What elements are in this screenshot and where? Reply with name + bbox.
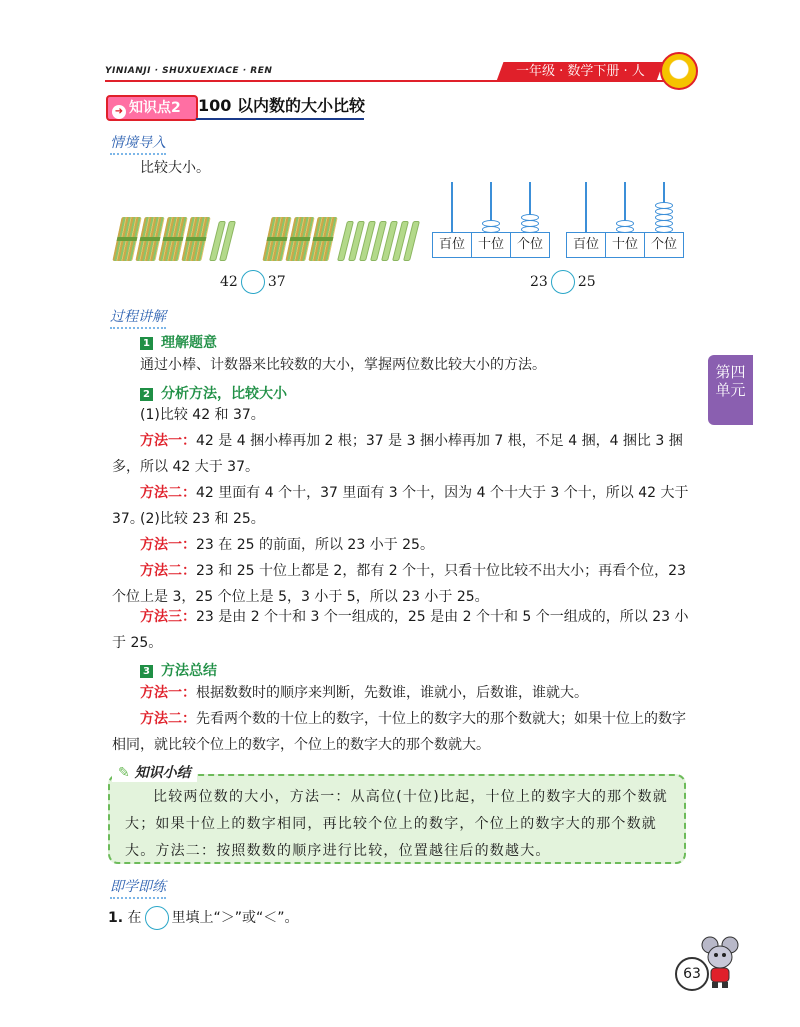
knowledge-point-badge: [106, 95, 198, 121]
abacus-label-hundreds: 百位: [567, 233, 606, 257]
step-3-heading: [140, 660, 217, 680]
method-label: 方法二：: [140, 563, 196, 579]
sticks-group-42: [112, 215, 242, 265]
abacus-label-ones: 个位: [650, 237, 677, 252]
part-1-label: (1)比较 42 和 37。: [140, 407, 265, 423]
question-text-before: 在: [127, 910, 142, 926]
step-1-heading: [140, 332, 217, 352]
abacus-label-tens: 十位: [606, 233, 645, 257]
series-logo-icon: [660, 52, 698, 90]
compare-right-number: 37: [267, 274, 286, 290]
summary-method-1: [112, 680, 697, 706]
abacus-label-ones: 个位: [516, 237, 543, 252]
unit-side-tab: [708, 355, 753, 425]
method-label: 方法三：: [140, 609, 196, 625]
step-1-text: 通过小棒、计数器来比较数的大小，掌握两位数比较大小的方法。: [140, 357, 546, 373]
step-title: 理解题意: [161, 335, 217, 351]
question-1: [108, 906, 299, 930]
section-heading-process: 过程讲解: [110, 306, 166, 329]
method-text: 先看两个数的十位上的数字，十位上的数字大的那个数就大；如果十位上的数字相同，就比较个位上的数字，个位上的数字大的那个数就大。: [112, 711, 686, 753]
abacus-label-hundreds: 百位: [433, 233, 472, 257]
summary-method-2: [112, 706, 697, 758]
section-heading-intro: 情境导入: [110, 132, 166, 155]
part2-method-3: [112, 604, 697, 656]
step-number: 1: [140, 337, 153, 350]
method-text: 42 里面有 4 个十，37 里面有 3 个十，因为 4 个十大于 3 个十，所以 42 大于 37。: [112, 485, 689, 527]
intro-prompt: 比较大小。: [140, 160, 210, 176]
step-number: 3: [140, 665, 153, 678]
method-label: 方法一：: [140, 685, 196, 701]
method-label: 方法一：: [140, 433, 196, 449]
summary-title-text: 知识小结: [134, 765, 191, 781]
abacus-label-tens: 十位: [472, 233, 511, 257]
question-text-after: 里填上“＞”或“＜”。: [171, 910, 299, 926]
side-tab-line-2: 单元: [715, 381, 746, 399]
part1-method-1: [112, 428, 697, 480]
method-text: 23 和 25 十位上都是 2，都有 2 个十，只看十位比较不出大小；再看个位，23 个位上是 3，25 个位上是 5，3 小于 5，所以 23 小于 25。: [112, 563, 686, 605]
knowledge-point-label: 知识点2: [129, 100, 181, 116]
method-text: 23 是由 2 个十和 3 个一组成的，25 是由 2 个十和 5 个一组成的，所以 23 小于 25。: [112, 609, 689, 651]
method-text: 根据数数时的顺序来判断，先数谁，谁就小，后数谁，谁就大。: [196, 685, 588, 701]
compare-23-25: [530, 270, 596, 294]
part2-method-2: [112, 558, 697, 610]
step-title: 方法总结: [161, 663, 217, 679]
abacus-place-labels: [432, 232, 550, 258]
question-number: 1.: [108, 910, 124, 926]
header-running-title: YINIANJI · SHUXUEXIACE · REN: [105, 66, 273, 76]
side-tab-line-1: 第四: [715, 363, 746, 381]
step-title: 分析方法，比较大小: [161, 386, 287, 402]
method-label: 方法二：: [140, 711, 196, 727]
abacus-23: [432, 182, 550, 262]
arrow-right-icon: ➜: [112, 105, 126, 119]
answer-circle-example: [145, 906, 169, 930]
pencil-icon: ✎: [118, 765, 135, 781]
section-heading-practice: 即学即练: [110, 876, 166, 899]
header-grade-label: 一年级 · 数学下册 · 人: [515, 64, 645, 79]
abacus-rod: [451, 182, 453, 232]
page-number: 63: [675, 957, 709, 991]
abacus-rod: [585, 182, 587, 232]
header-grade-tab: [497, 62, 664, 81]
knowledge-point-title: 100 以内数的大小比较: [198, 96, 365, 115]
method-label: 方法二：: [140, 485, 196, 501]
compare-left-number: 23: [530, 274, 548, 290]
method-text: 23 在 25 的前面，所以 23 小于 25。: [196, 537, 434, 553]
step-number: 2: [140, 388, 153, 401]
method-text: 42 是 4 捆小棒再加 2 根；37 是 3 捆小棒再加 7 根，不足 4 捆，4 捆比 3 捆多，所以 42 大于 37。: [112, 433, 683, 475]
title-underline: [196, 118, 364, 120]
compare-left-number: 42: [220, 274, 238, 290]
knowledge-summary-title: [112, 762, 197, 782]
compare-right-number: 25: [577, 274, 596, 290]
compare-42-37: [220, 270, 286, 294]
part2-method-1: [112, 532, 697, 558]
mouse-mascot-icon: [700, 935, 740, 990]
method-label: 方法一：: [140, 537, 196, 553]
abacus-place-labels: [566, 232, 684, 258]
answer-circle[interactable]: [551, 270, 575, 294]
step-2-heading: [140, 383, 287, 403]
abacus-25: [566, 182, 684, 262]
knowledge-summary-text: 比较两位数的大小，方法一：从高位(十位)比起，十位上的数字大的那个数就大；如果十位上的数字相同，再比较个位上的数字，个位上的数字大的那个数就大。方法二：按照数数的顺序进行比较，位置越往后的数越大。: [125, 789, 668, 859]
sticks-group-37: [262, 215, 432, 265]
part-2-label: (2)比较 23 和 25。: [140, 511, 265, 527]
answer-circle[interactable]: [241, 270, 265, 294]
